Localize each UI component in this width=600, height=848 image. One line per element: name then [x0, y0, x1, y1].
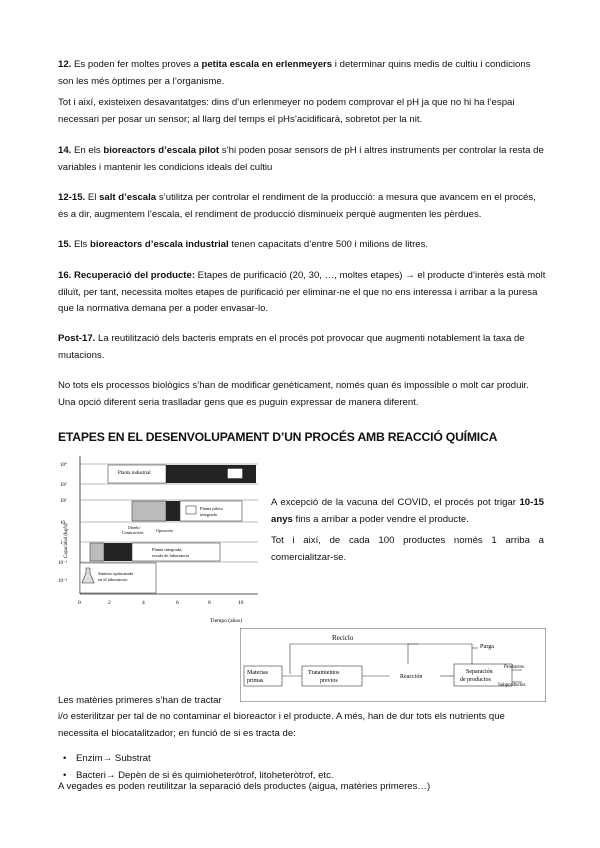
y-tick: 10² [60, 499, 67, 504]
recycle-label: Reciclo [332, 634, 354, 642]
stage-label: en el laboratorio [98, 577, 128, 582]
stage-lab-bar [104, 543, 132, 561]
box-label: previos [320, 678, 338, 684]
bold-term: bioreactors d’escala industrial [90, 239, 229, 250]
box-label: Tratamientos [308, 670, 340, 676]
process-icon [228, 469, 242, 478]
stage-lab-hatched [90, 543, 104, 561]
text: s’utilitza per controlar el rendiment de la producció: a mesura que avancem en el procés, és a dir, augmentem l’escala, el rendiment de producció disminueix perquè augmenten les pèrdues. [58, 192, 536, 220]
text: Etapes de purificació (20, 30, …, moltes etapes) → el producte d’interès està molt diluït, per tant, necessita moltes etapes de purificació per eliminar-ne el que no ens interessa i arribar a la puresa que la normativa demana per a poder envasar-lo. [58, 270, 546, 315]
step-number: 14. [58, 145, 72, 156]
x-axis-label: Tiempo (años) [210, 618, 243, 624]
step-number: 12. [58, 59, 72, 70]
step-number: 12-15. [58, 192, 86, 203]
paragraph-16 [58, 268, 546, 318]
stage-label: Planta industrial [118, 471, 151, 476]
step-number: 15. [58, 239, 72, 250]
x-tick: 6 [176, 600, 179, 606]
y-axis-label: Capacidad (kg/h) [64, 523, 69, 558]
text: Els [71, 239, 91, 250]
stage-lab-box [132, 543, 220, 561]
box-label: primas [247, 678, 264, 684]
text: fins a arribar a poder vendre el producte. [292, 514, 469, 525]
x-tick: 4 [142, 600, 145, 606]
step-number: 16. Recuperació del producte: [58, 270, 196, 281]
stage-label: Planta integrada, [152, 547, 183, 552]
output-label: Productos [504, 665, 524, 670]
x-tick: 0 [78, 600, 81, 606]
text: A excepció de la vacuna del COVID, el procés pot trigar [271, 497, 520, 508]
text: La reutilització dels bacteris emprats en el procés pot provocar que augmenti notablement la taxa de mutacions. [58, 333, 525, 361]
stage-label: Síntesis optimizada [98, 571, 134, 576]
paragraph-15 [58, 237, 546, 254]
stage-label: integrada [200, 512, 217, 517]
paragraph-12-15 [58, 190, 546, 223]
bold-term: petita escala en erlenmeyers [201, 59, 333, 70]
output-label: Subproductos [498, 683, 526, 688]
text: tenen capacitats d’entre 500 i milions de litres. [228, 239, 429, 250]
stage-label: Planta piloto [200, 506, 223, 511]
stage-label: escala de laboratorio [152, 553, 190, 558]
box-label: Separación [466, 669, 493, 675]
text: s’hi poden posar sensors de pH i altres instruments per controlar la resta de variables i mantenir les condicions ideals del cultiu [58, 145, 544, 173]
list-item: • Bacteri→ Depèn de si és quimioheteròtrof, litoheteròtrof, etc. [58, 768, 546, 785]
paragraph-12-disadvantages: Tot i així, existeixen desavantatges: dins d’un erlenmeyer no podem comprovar el pH ja que no hi ha l’espai necessari per posar un sensor; al llarg del temps el pHs’acidificarà, sobretot per la nit. [58, 97, 515, 125]
text: i determinar quins medis de cultiu i condicions son les més òptimes per a l’organisme. [58, 59, 531, 87]
bold-term: bioreactors d’escala pilot [103, 145, 220, 156]
bold-term: 10-15 anys [271, 497, 544, 525]
text: Es poden fer moltes proves a [71, 59, 202, 70]
stage-label: Diseño/ [128, 525, 141, 530]
x-tick: 10 [238, 600, 244, 606]
paragraph-raw-materials-1: Les matèries primeres s’han de tractar [58, 695, 222, 706]
y-tick: 10⁻² [58, 579, 68, 584]
paragraph-post17 [58, 331, 546, 364]
box-label: Reacción [400, 674, 423, 680]
list-item: • Enzim→ Substrat [58, 751, 546, 768]
stage-industrial-bar [166, 465, 256, 483]
bold-term: salt d’escala [99, 192, 157, 203]
text: El [85, 192, 100, 203]
section-heading: ETAPES EN EL DESENVOLUPAMENT D’UN PROCÉS AMB REACCIÓ QUÍMICA [58, 430, 498, 444]
y-tick: 10³ [60, 483, 67, 488]
y-tick: 1 [60, 541, 63, 546]
scale-up-chart [58, 450, 266, 626]
paragraph-raw-materials-2: i/o esterilitzar per tal de no contaminar el bioreactor i el producte. A més, han de dur tots els nutrients que necessita el biocatalitzador; en funció de si es tracta de: [58, 711, 505, 739]
stage-pilot-bar [166, 501, 180, 521]
stage-label: Construcción [122, 530, 144, 535]
purge-label: Purga [480, 644, 494, 650]
x-tick: 2 [108, 600, 111, 606]
y-tick: 10⁴ [60, 463, 67, 468]
x-tick: 8 [208, 600, 211, 606]
paragraph-12 [58, 57, 546, 90]
process-flow-diagram [240, 628, 546, 702]
stage-pilot-hatched [132, 501, 166, 521]
side-paragraph-rate: Tot i així, de cada 100 productes només 1 arriba a comercialitzar-se. [271, 535, 544, 563]
stage-label: Operación [156, 528, 173, 533]
box-label: de productos [460, 677, 491, 683]
process-icon [186, 506, 196, 514]
step-number: Post-17. [58, 333, 96, 344]
paragraph-genetic-note: No tots els processos biològics s’han de modificar genèticament, només quan és impossible o molt car produir. Una opció diferent seria traslladar gens que es puguin expressar de manera diferent. [58, 380, 529, 408]
y-tick: 10 [60, 521, 65, 526]
y-tick: 10⁻¹ [58, 561, 68, 566]
text: En els [71, 145, 104, 156]
side-paragraph-duration [271, 494, 544, 528]
paragraph-reuse: A vegades es poden reutilitzar la separació dels productes (aigua, matèries primeres…) [58, 781, 431, 792]
paragraph-14 [58, 143, 546, 176]
box-label: Materias [247, 670, 268, 676]
